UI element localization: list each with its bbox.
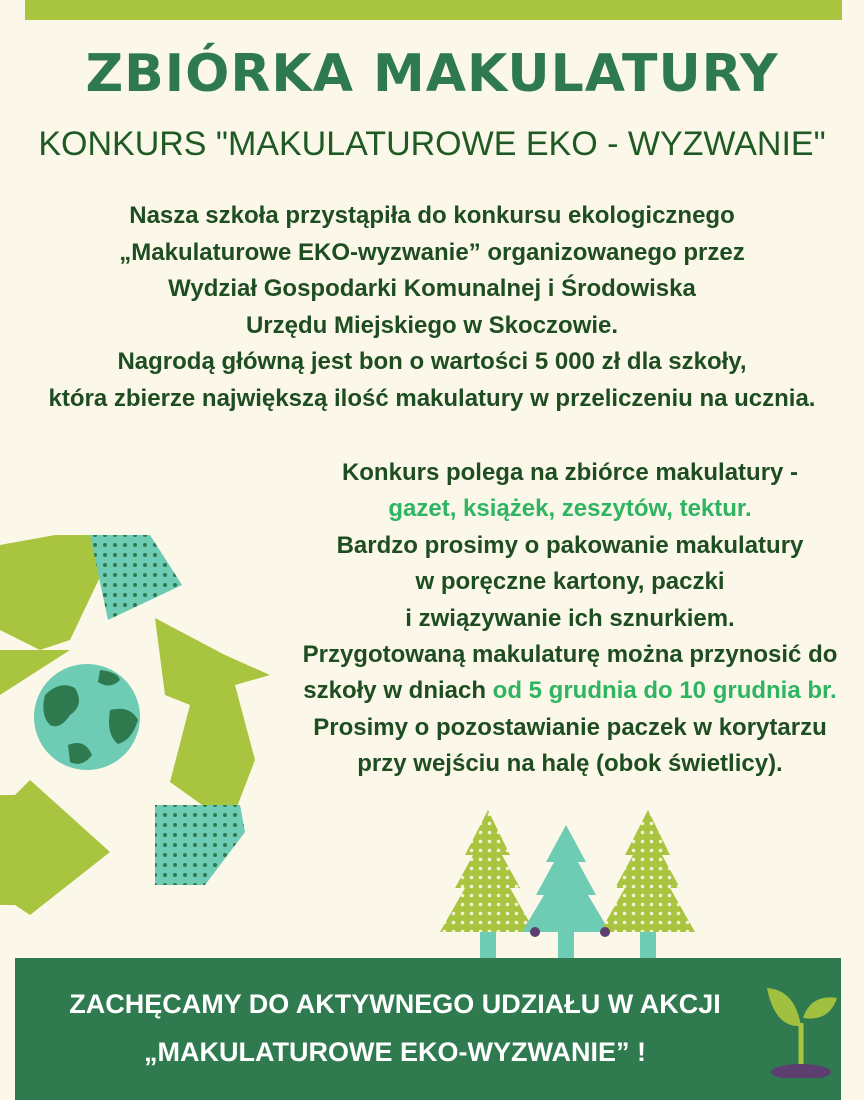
intro-paragraph [0, 198, 864, 417]
details-line: przy wejściu na halę (obok świetlicy). [357, 750, 783, 778]
collection-dates: od 5 grudnia do 10 grudnia br. [492, 677, 837, 705]
trees-icon [440, 810, 700, 960]
details-line: Bardzo prosimy o pakowanie makulatury [336, 531, 804, 559]
footer-line: ZACHĘCAMY DO AKTYWNEGO UDZIAŁU W AKCJI [69, 989, 721, 1019]
footer-banner [15, 958, 841, 1100]
footer-line: „MAKULATUROWE EKO-WYZWANIE” ! [144, 1037, 646, 1067]
intro-line: Nagrodą główną jest bon o wartości 5 000 zł dla szkoły, [117, 348, 747, 375]
sprout-icon [765, 978, 839, 1078]
details-line-dates [280, 673, 860, 709]
details-line: w poręczne kartony, paczki [415, 568, 725, 596]
intro-line: Wydział Gospodarki Komunalnej i Środowiska [168, 275, 696, 302]
page-title: ZBIÓRKA MAKULATURY [85, 44, 779, 104]
materials-list: gazet, książek, zeszytów, tektur. [388, 495, 752, 523]
details-line: Konkurs polega na zbiórce makulatury - [341, 459, 799, 486]
intro-line: Nasza szkoła przystąpiła do konkursu ekologicznego [129, 202, 735, 229]
details-line: i związywanie ich sznurkiem. [405, 604, 735, 632]
intro-line: która zbierze największą ilość makulatury w przeliczeniu na ucznia. [48, 384, 816, 412]
footer-text [15, 980, 775, 1076]
details-line: Przygotowaną makulaturę można przynosić do [302, 641, 838, 669]
details-paragraph [280, 455, 860, 783]
details-line: Prosimy o pozostawianie paczek w korytarzu [313, 713, 827, 741]
intro-line: Urzędu Miejskiego w Skoczowie. [245, 311, 619, 339]
dates-prefix: szkoły w dniach [303, 677, 493, 705]
recycle-globe-icon [0, 530, 290, 920]
contest-subtitle: KONKURS "MAKULATUROWE EKO - WYZWANIE" [38, 125, 826, 163]
top-accent-bar [25, 0, 842, 20]
intro-line: „Makulaturowe EKO-wyzwanie” organizowanego przez [119, 238, 745, 266]
